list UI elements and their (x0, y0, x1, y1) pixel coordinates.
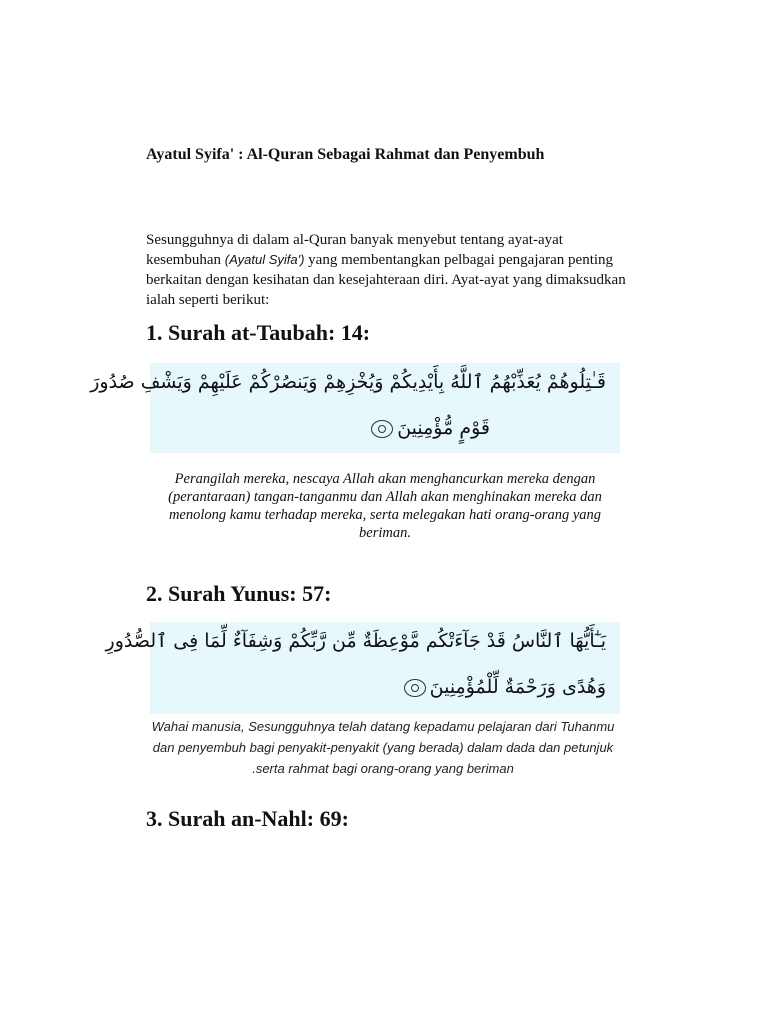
section-heading-taubah: 1. Surah at-Taubah: 14: (146, 320, 371, 345)
translation-yunus: Wahai manusia, Sesungguhnya telah datang kepadamu pelajaran dari Tuhanmu dan penyembuh bagi penyakit-penyakit (yang berada) dalam dada dan petunjuk .serta rahmat bagi orang-orang yang beriman (151, 719, 615, 776)
ayah-end-marker-icon (404, 679, 426, 697)
intro-paragraph (146, 230, 628, 310)
arabic-verse-text: وَهُدًى وَرَحْمَةٌ لِّلْمُؤْمِنِينَ (429, 676, 606, 698)
arabic-verse-line (400, 676, 606, 698)
intro-italic-term: (Ayatul Syifa') (224, 252, 305, 267)
arabic-verse-box-yunus (105, 622, 620, 714)
section-heading-nahl: 3. Surah an-Nahl: 69: (146, 806, 349, 831)
document-title: Ayatul Syifa' : Al-Quran Sebagai Rahmat dan Penyembuh (146, 146, 545, 163)
intro-text-end: yang membentangkan pelbagai pengajaran penting berkaitan dengan kesihatan dan kesejahteraan diri. Ayat-ayat yang dimaksudkan ialah seperti berikut: (146, 252, 626, 308)
section-heading-yunus: 2. Surah Yunus: 57: (146, 581, 332, 606)
arabic-verse-box-taubah (90, 363, 620, 453)
arabic-verse-line (367, 417, 490, 439)
intro-text-start: Sesungguhnya di dalam al-Quran banyak menyebut tentang ayat-ayat kesembuhan (146, 232, 563, 268)
arabic-verse-line: قَـٰتِلُوهُمْ يُعَذِّبْهُمُ ٱللَّهُ بِأَيْدِيكُمْ وَيُخْزِهِمْ وَيَنصُرْكُمْ عَلَيْهِمْ وَيَشْفِ صُدُورَ (90, 371, 606, 393)
ayah-end-marker-icon (371, 420, 393, 438)
arabic-verse-line: يَـٰٓأَيُّهَا ٱلنَّاسُ قَدْ جَآءَتْكُم مَّوْعِظَةٌ مِّن رَّبِّكُمْ وَشِفَآءٌ لِّمَا فِى ٱلصُّدُورِ (105, 630, 606, 652)
translation-taubah: Perangilah mereka, nescaya Allah akan menghancurkan mereka dengan (perantaraan) tangan-tanganmu dan Allah akan menghinakan mereka dan menolong kamu terhadap mereka, serta melegakan hati orang-orang yang beriman. (168, 471, 602, 541)
arabic-verse-text: قَوْمٍ مُّؤْمِنِينَ (397, 417, 490, 439)
